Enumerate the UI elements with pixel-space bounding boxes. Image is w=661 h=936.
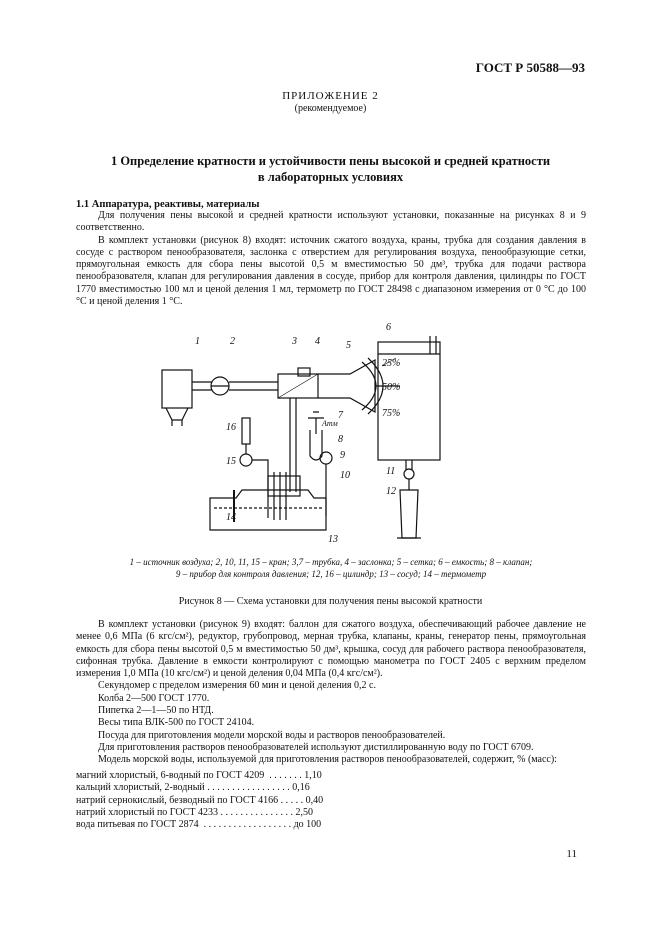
section-title-line1: 1 Определение кратности и устойчивости пены высокой и средней кратности bbox=[110, 154, 551, 168]
legend-line-2: 9 – прибор для контроля давления; 12, 16 – цилиндр; 13 – сосуд; 14 – термометр bbox=[175, 569, 487, 579]
section-title-line2: в лабораторных условиях bbox=[257, 170, 404, 184]
label-16: 16 bbox=[226, 422, 236, 433]
valve-15-shape bbox=[240, 454, 252, 466]
composition-item: вода питьевая по ГОСТ 2874 . . . . . . . . . . . . . . . . . . до 100 bbox=[76, 819, 322, 831]
valve-10-shape bbox=[320, 452, 332, 464]
figure-caption: Рисунок 8 — Схема установки для получения пены высокой кратности bbox=[178, 596, 483, 607]
label-2: 2 bbox=[230, 336, 235, 347]
body-paragraph-1: В комплект установки (рисунок 9) входят: баллон для сжатого воздуха, обеспечивающий рабочее давление не менее 0,6 МПа (6 кгс/см²), редуктор, грубопровод, мерная трубка, клапаны, краны, генератор пены, прямоугольная емкость для сбора пены высотой 0,5 м вместимостью 50 дм³, крышка, сосуд для рабочего раствора пенообразователя, сифонная трубка. Давление в емкости контролируют с помощью манометра по ГОСТ 2405 с верхним пределом измерения 1,0 МПа (10 кгс/см²) и ценой деления 0,04 МПа (0,4 кгс/см²). bbox=[76, 619, 586, 680]
composition-item: натрий сернокислый, безводный по ГОСТ 4166 . . . . . 0,40 bbox=[76, 794, 324, 806]
scale-50: 50% bbox=[382, 382, 401, 393]
label-11: 11 bbox=[386, 466, 396, 477]
label-15: 15 bbox=[226, 456, 236, 467]
label-8: 8 bbox=[338, 434, 343, 445]
label-13: 13 bbox=[328, 534, 338, 544]
label-1: 1 bbox=[195, 336, 200, 347]
label-14: 14 bbox=[226, 512, 236, 523]
label-12: 12 bbox=[386, 486, 396, 497]
label-7: 7 bbox=[338, 410, 343, 421]
label-3: 3 bbox=[292, 336, 297, 347]
subsection-title: 1.1 Аппаратура, реактивы, материалы bbox=[76, 199, 260, 210]
damper-4-shape bbox=[298, 368, 310, 376]
figure-legend bbox=[76, 556, 586, 580]
intro-text bbox=[76, 210, 586, 308]
body-paragraph-4: Пипетка 2—1—50 по НТД. bbox=[98, 705, 214, 717]
rack bbox=[268, 476, 300, 496]
label-9: 9 bbox=[340, 450, 345, 461]
composition-item: магний хлористый, 6-водный по ГОСТ 4209 . . . . . . . 1,10 bbox=[76, 770, 322, 781]
section-title bbox=[0, 153, 661, 185]
cylinder-12-shape bbox=[400, 490, 418, 538]
intro-paragraph-1: Для получения пены высокой и средней кратности используют установки, показанные на рисунках 8 и 9 соответственно. bbox=[76, 210, 586, 234]
body-paragraph-3: Колба 2—500 ГОСТ 1770. bbox=[98, 692, 210, 704]
air-source-body bbox=[162, 370, 192, 408]
composition-item: кальций хлористый, 2-водный . . . . . . . . . . . . . . . . . 0,16 bbox=[76, 782, 310, 794]
atm-label: Атм bbox=[322, 419, 338, 428]
scale-75: 75% bbox=[382, 408, 401, 419]
mesh-5-shape bbox=[362, 362, 376, 410]
label-10: 10 bbox=[340, 470, 350, 481]
valve-11-shape bbox=[404, 469, 414, 479]
body-paragraph-5: Весы типа ВЛК-500 по ГОСТ 24104. bbox=[98, 717, 255, 729]
body-text bbox=[76, 619, 586, 767]
generator-cone bbox=[318, 360, 375, 412]
body-paragraph-8: Модель морской воды, используемой для приготовления растворов пенообразователей, содержит, % (масс): bbox=[98, 754, 557, 766]
body-paragraph-7: Для приготовления растворов пенообразователей используют дистиллированную воду по ГОСТ 6709. bbox=[98, 741, 534, 753]
intro-paragraph-2: В комплект установки (рисунок 8) входят: источник сжатого воздуха, краны, трубка для создания давления в сосуде с раствором пенообразователя, заслонка с отверстием для регулирования воздуха, пенообразующие сетки, прямоугольная емкость для сбора пены высотой 0,5 м вместимостью 50 дм³, трубка для подачи раствора пенообразователя, клапан для регулирования давления в сосуде, прибор для контроля давления, цилиндры по ГОСТ 1770 вместимостью 100 мл и ценой деления 1 мл, термометр по ГОСТ 28498 с диапазоном измерения от 0 °С до 100 °С и ценой деления 1 °С. bbox=[76, 234, 586, 308]
valve-8-shape bbox=[308, 412, 324, 418]
scale-25: 25% bbox=[382, 358, 401, 369]
page-number: 11 bbox=[566, 848, 577, 860]
label-5: 5 bbox=[346, 340, 351, 351]
label-4: 4 bbox=[315, 336, 320, 347]
composition-list bbox=[76, 770, 323, 831]
body-paragraph-6: Посуда для приготовления модели морской воды и растворов пенообразователей. bbox=[98, 729, 446, 741]
appendix-title: ПРИЛОЖЕНИЕ 2 bbox=[282, 90, 379, 102]
installation-diagram bbox=[150, 322, 510, 544]
appendix-note: (рекомендуемое) bbox=[294, 103, 367, 114]
label-6: 6 bbox=[386, 322, 391, 333]
air-source-funnel bbox=[166, 408, 188, 420]
composition-item: натрий хлористый по ГОСТ 4233 . . . . . . . . . . . . . . . 2,50 bbox=[76, 806, 313, 818]
cylinder-16-shape bbox=[242, 418, 250, 444]
body-paragraph-2: Секундомер с пределом измерения 60 мин и ценой деления 0,2 с. bbox=[98, 680, 376, 692]
legend-line-1: 1 – источник воздуха; 2, 10, 11, 15 – кран; 3,7 – трубка, 4 – заслонка; 5 – сетка; 6 – емкость; 8 – клапан; bbox=[129, 557, 533, 567]
standard-number: ГОСТ Р 50588—93 bbox=[475, 60, 585, 75]
